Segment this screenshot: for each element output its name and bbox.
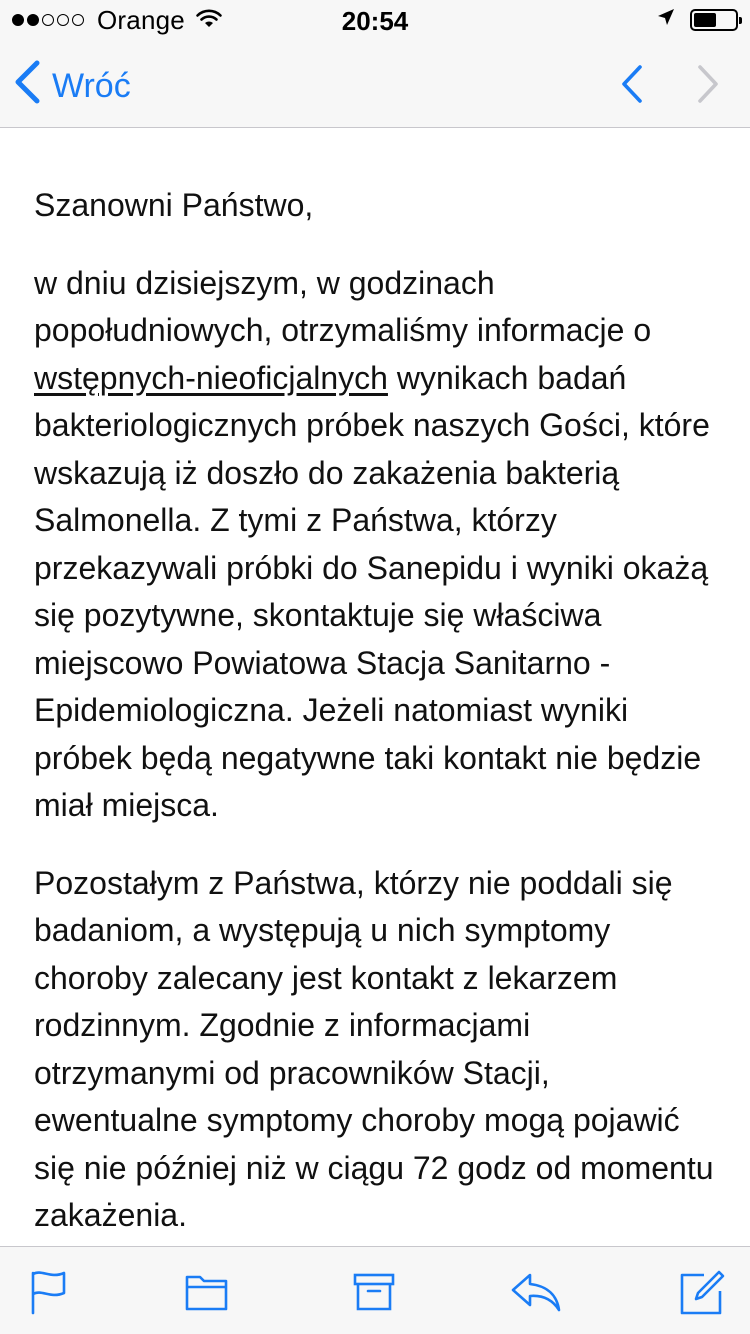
status-time: 20:54 [341, 6, 409, 36]
flag-icon [28, 1302, 74, 1319]
email-text: wynikach badań bakteriologicznych próbek naszych Gości, które wskazują iż doszło do zakażenia bakterią Salmonella. Z tymi z Państwa, którzy przekazywali próbki do Sanepidu i wyniki okażą się pozytywne, skontaktuje się właściwa miejscowo Powiatowa Stacja Sanitarno - Epidemiologiczna. Jeżeli natomiast wyniki próbek będą negatywne taki kontakt nie będzie miał miejsca. [34, 359, 710, 823]
archive-icon [352, 1302, 398, 1319]
status-right [656, 7, 738, 32]
folder-icon [184, 1302, 230, 1319]
move-to-folder-button[interactable] [184, 1269, 230, 1315]
email-greeting: Szanowni Państwo, [34, 187, 314, 223]
email-link[interactable]: wstępnych-nieoficjalnych [34, 359, 388, 396]
previous-message-button[interactable] [620, 64, 644, 109]
location-arrow-icon [656, 7, 676, 32]
compose-icon [678, 1304, 726, 1321]
carrier-name: Orange [97, 4, 185, 35]
email-paragraph-2: Pozostałym z Państwa, którzy nie poddali się badaniom, a występują u nich symptomy choroby zalecany jest kontakt z lekarzem rodzinnym. Zgodnie z informacjami otrzymanymi od pracowników Stacji, ewentualne symptomy choroby mogą pojawić się nie później niż w ciągu 72 godz od momentu zakażenia. [34, 864, 714, 1233]
email-paragraph-1 [34, 260, 716, 830]
archive-button[interactable] [352, 1269, 398, 1315]
previous-message-icon [620, 91, 644, 108]
flag-button[interactable] [28, 1269, 74, 1315]
status-bar [0, 0, 750, 40]
navigation-bar [0, 40, 750, 128]
email-content[interactable] [0, 128, 750, 1246]
bottom-toolbar [0, 1246, 750, 1334]
back-button-label: Wróć [52, 67, 131, 105]
back-button[interactable] [14, 60, 131, 113]
reply-icon [510, 1302, 562, 1319]
next-message-icon [696, 91, 720, 108]
compose-button[interactable] [678, 1269, 724, 1315]
reply-button[interactable] [510, 1269, 556, 1315]
battery-icon [690, 9, 738, 31]
email-text: w dniu dzisiejszym, w godzinach popołudniowych, otrzymaliśmy informacje o [34, 264, 652, 348]
email-body [0, 128, 750, 1240]
next-message-button[interactable] [696, 64, 720, 109]
chevron-left-icon [14, 60, 40, 113]
